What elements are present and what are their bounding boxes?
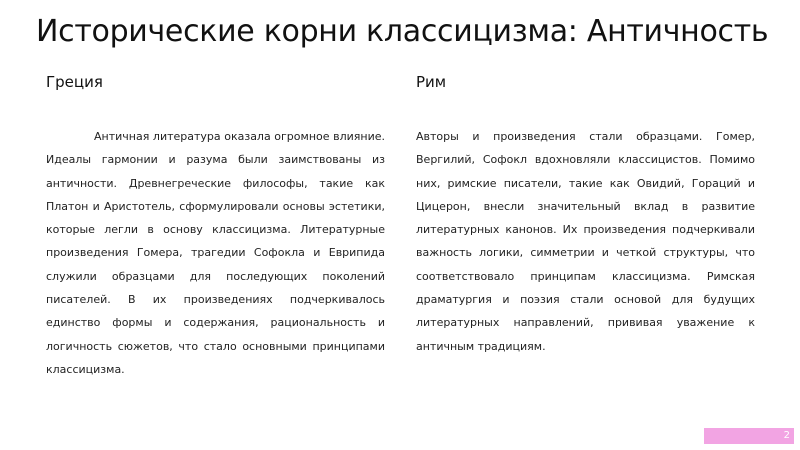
rome-column <box>416 72 755 358</box>
rome-heading: Рим <box>416 73 447 91</box>
rome-text: Авторы и произведения стали образцами. Гомер, Вергилий, Софокл вдохновляли классицистов. Помимо них, римские писатели, такие как Овидий, Гораций и Цицерон, внесли значительный вклад в развитие литературных канонов. Их произведения подчеркивали важность логики, симметрии и четкой структуры, что соответствовало принципам классицизма. Римская драматургия и поэзия стали основой для будущих литературных направлений, прививая уважение к античным традициям. <box>416 130 755 353</box>
greece-text: Античная литература оказала огромное влияние. Идеалы гармонии и разума были заимствованы из античности. Древнегреческие философы, такие как Платон и Аристотель, сформулировали основы эстетики, которые легли в основу классицизма. Литературные произведения Гомера, трагедии Софокла и Еврипида служили образцами для последующих поколений писателей. В их произведениях подчеркивалось единство формы и содержания, рациональность и логичность сюжетов, что стало основными принципами классицизма. <box>46 130 385 376</box>
greece-heading: Греция <box>46 73 103 91</box>
greece-column <box>46 72 385 381</box>
slide-title: Исторические корни классицизма: Античность <box>36 14 769 49</box>
page-number-badge: 2 <box>704 428 794 444</box>
